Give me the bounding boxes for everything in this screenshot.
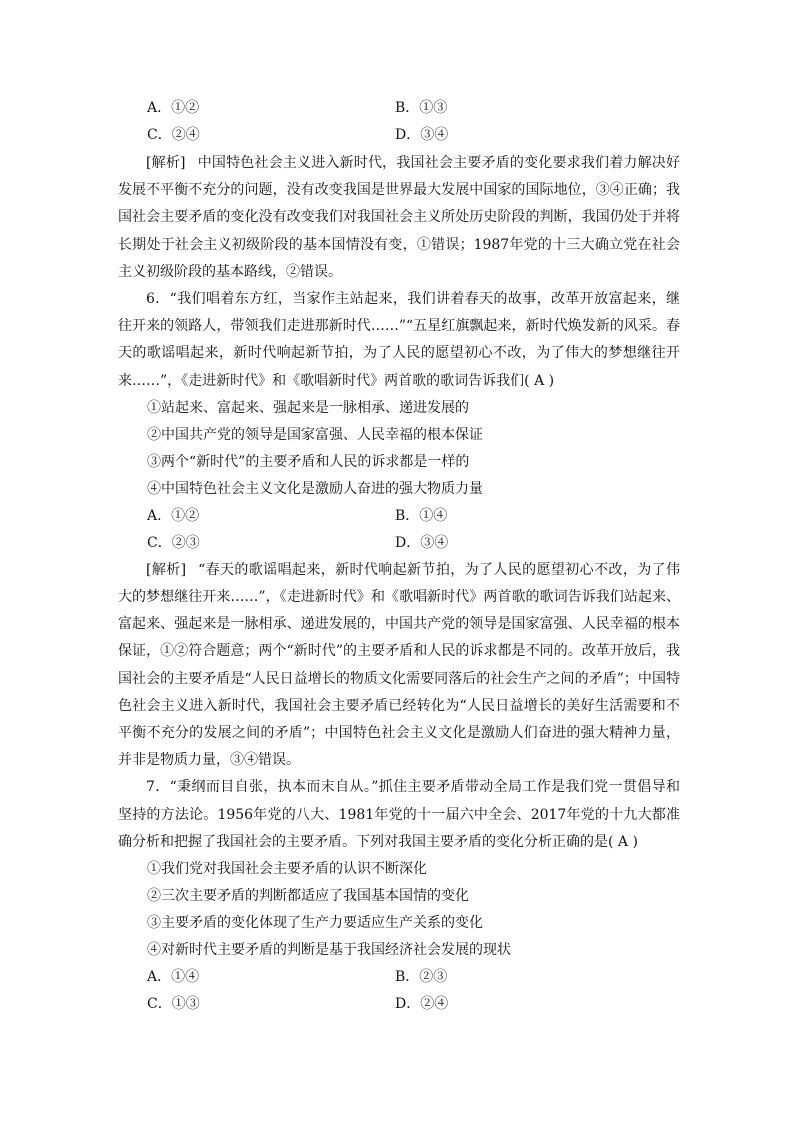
q6-statement-2: ②中国共产党的领导是国家富强、人民幸福的根本保证	[147, 426, 483, 443]
q5-analysis	[118, 150, 680, 286]
analysis-tag: [解析]	[146, 155, 186, 171]
q6-statement-1: ①站起来、富起来、强起来是一脉相承、递进发展的	[147, 399, 469, 416]
q5-option-b: B．①③	[395, 100, 448, 116]
q5-option-row-1	[147, 95, 680, 122]
q6-analysis	[118, 557, 680, 775]
q6-option-b: B．①④	[395, 507, 448, 524]
q6-statement-3: ③两个“新时代”的主要矛盾和人民的诉求都是一样的	[147, 453, 470, 470]
q5-options	[118, 95, 680, 149]
q5-option-c: C．②④	[147, 127, 200, 143]
q6-analysis-text: “春天的歌谣唱起来，新时代响起新节拍，为了人民的愿望初心不改，为了伟大的梦想继往开来……”，《走进新时代》和《歌唱新时代》两首歌的歌词告诉我们站起来、富起来、强起来是一脉相承、递进发展的，中国共产党的领导是国家富强、人民幸福的根本保证，①②符合题意；两个“新时代”的主要矛盾和人民的诉求都是不同的。改革开放后，我国社会的主要矛盾是“人民日益增长的物质文化需要同落后的社会生产之间的矛盾”；中国特色社会主义进入新时代，我国社会主要矛盾已经转化为“人民日益增长的美好生活需要和不平衡不充分的发展之间的矛盾”；中国特色社会主义文化是激励人们奋进的强大精神力量，并非是物质力量，③④错误。	[118, 561, 680, 769]
q6-option-a: A．①②	[147, 507, 200, 524]
q7-statements	[118, 856, 680, 964]
q5-option-row-2	[147, 122, 680, 149]
q6-options	[118, 503, 680, 557]
q7-option-row-2	[147, 991, 680, 1018]
q7-option-d: D．②④	[395, 996, 449, 1013]
analysis-tag: [解析]	[146, 561, 187, 578]
q6-statements	[118, 395, 680, 503]
q7-options	[118, 964, 680, 1018]
q7-statement-4: ④对新时代主要矛盾的判断是基于我国经济社会发展的现状	[147, 942, 511, 959]
q6-statement-4: ④中国特色社会主义文化是激励人奋进的强大物质力量	[147, 480, 483, 497]
q7-stem: 7．“秉纲而目自张，执本而末自从。”抓住主要矛盾带动全局工作是我们党一贯倡导和坚持的方法论。1956年党的八大、1981年党的十一届六中全会、2017年党的十九大都准确分析和把握了我国社会的主要矛盾。下列对我国主要矛盾的变化分析正确的是( A )	[118, 779, 680, 850]
q6-stem: 6．“我们唱着东方红，当家作主站起来，我们讲着春天的故事，改革开放富起来，继往开来的领路人，带领我们走进那新时代……”“五星红旗飘起来，新时代焕发新的风采。春天的歌谣唱起来，新时代响起新节拍，为了人民的愿望初心不改，为了伟大的梦想继往开来……”，《走进新时代》和《歌唱新时代》两首歌的歌词告诉我们( A )	[118, 291, 680, 389]
q7-option-b: B．②③	[395, 969, 448, 986]
q6-option-row-2	[147, 530, 680, 557]
q7-statement-2: ②三次主要矛盾的判断都适应了我国基本国情的变化	[147, 888, 469, 905]
q7-option-a: A．①④	[147, 969, 200, 986]
q7-statement-3: ③主要矛盾的变化体现了生产力要适应生产关系的变化	[147, 915, 483, 932]
q7-option-row-1	[147, 964, 680, 991]
q7-option-c: C．①③	[147, 996, 200, 1013]
document-page	[118, 95, 680, 1018]
q7-statement-1: ①我们党对我国社会主要矛盾的认识不断深化	[147, 861, 427, 878]
q5-analysis-text: 中国特色社会主义进入新时代，我国社会主要矛盾的变化要求我们着力解决好发展不平衡不充分的问题，没有改变我国是世界最大发展中国家的国际地位，③④正确；我国社会主要矛盾的变化没有改变我们对我国社会主义所处历史阶段的判断，我国仍处于并将长期处于社会主义初级阶段的基本国情没有变，①错误；1987年党的十三大确立党在社会主义初级阶段的基本路线，②错误。	[118, 155, 680, 280]
q6-option-d: D．③④	[395, 534, 449, 551]
q6-option-c: C．②③	[147, 534, 200, 551]
q6-option-row-1	[147, 503, 680, 530]
q5-option-a: A．①②	[147, 100, 200, 116]
q5-option-d: D．③④	[395, 127, 449, 143]
